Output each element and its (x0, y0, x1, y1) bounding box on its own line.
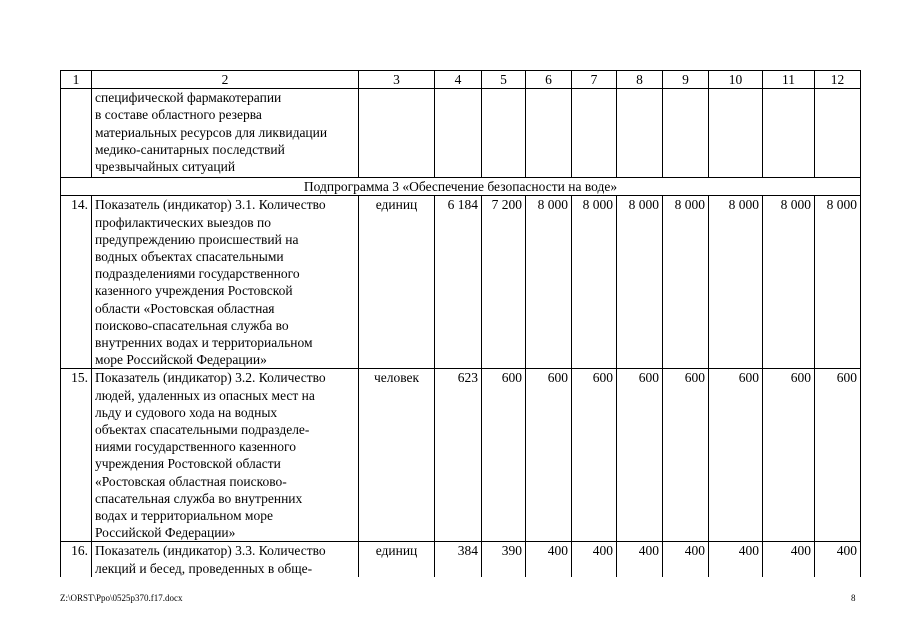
row-number: 15. (61, 369, 92, 542)
row-description: Показатель (индикатор) 3.1. Количество профилактических выездов по предупреждению происшествий на водных объектах спасательными подразделениями государственного казенного учреждения Ростовской области «Ростовская областная поисково-спасательная служба во внутренних водах и территориальном море Российской Федерации» (92, 196, 359, 369)
row-unit: единиц (359, 542, 435, 578)
footer-page-number: 8 (851, 593, 856, 603)
value-cell: 600 (526, 369, 572, 542)
value-cell (482, 89, 526, 178)
value-cell: 8 000 (526, 196, 572, 369)
row-number: 16. (61, 542, 92, 578)
value-cell: 390 (482, 542, 526, 578)
value-cell: 8 000 (763, 196, 815, 369)
value-cell: 400 (815, 542, 861, 578)
header-cell: 11 (763, 71, 815, 89)
value-cell (526, 89, 572, 178)
value-cell: 400 (526, 542, 572, 578)
table-row (61, 542, 861, 578)
table-row (61, 89, 861, 178)
header-cell: 9 (663, 71, 709, 89)
indicator-table (60, 70, 861, 577)
value-cell: 7 200 (482, 196, 526, 369)
value-cell: 600 (617, 369, 663, 542)
row-number: 14. (61, 196, 92, 369)
value-cell: 600 (663, 369, 709, 542)
value-cell: 400 (709, 542, 763, 578)
value-cell: 600 (763, 369, 815, 542)
row-description: специфической фармакотерапии в составе областного резерва материальных ресурсов для ликвидации медико-санитарных последствий чрезвычайных ситуаций (92, 89, 359, 178)
value-cell: 600 (815, 369, 861, 542)
value-cell: 623 (435, 369, 482, 542)
value-cell: 6 184 (435, 196, 482, 369)
header-cell: 4 (435, 71, 482, 89)
row-unit: единиц (359, 196, 435, 369)
header-cell: 3 (359, 71, 435, 89)
row-unit: человек (359, 369, 435, 542)
value-cell: 400 (572, 542, 617, 578)
header-cell: 12 (815, 71, 861, 89)
value-cell (663, 89, 709, 178)
value-cell (617, 89, 663, 178)
value-cell: 384 (435, 542, 482, 578)
value-cell: 400 (763, 542, 815, 578)
subprogram-title: Подпрограмма 3 «Обеспечение безопасности на воде» (61, 178, 861, 196)
header-cell: 8 (617, 71, 663, 89)
row-unit (359, 89, 435, 178)
header-cell: 10 (709, 71, 763, 89)
header-cell: 7 (572, 71, 617, 89)
value-cell: 600 (709, 369, 763, 542)
value-cell: 400 (617, 542, 663, 578)
row-description: Показатель (индикатор) 3.2. Количество людей, удаленных из опасных мест на льду и судового хода на водных объектах спасательными подразделе- ниями государственного казенного учреждения Ростовской области «Ростовская областная поисково- спасательная служба во внутренних водах и территориальном море Российской Федерации» (92, 369, 359, 542)
value-cell: 600 (482, 369, 526, 542)
footer-file-path: Z:\ORST\Ppo\0525p370.f17.docx (60, 593, 183, 603)
row-number (61, 89, 92, 178)
value-cell (763, 89, 815, 178)
value-cell (709, 89, 763, 178)
table-row (61, 196, 861, 369)
value-cell: 400 (663, 542, 709, 578)
header-row (61, 71, 861, 89)
value-cell: 8 000 (663, 196, 709, 369)
value-cell: 8 000 (617, 196, 663, 369)
value-cell: 8 000 (815, 196, 861, 369)
value-cell (815, 89, 861, 178)
table-row (61, 369, 861, 542)
value-cell (572, 89, 617, 178)
value-cell: 8 000 (709, 196, 763, 369)
header-cell: 1 (61, 71, 92, 89)
header-cell: 5 (482, 71, 526, 89)
row-description: Показатель (индикатор) 3.3. Количество лекций и бесед, проведенных в обще- (92, 542, 359, 578)
value-cell: 600 (572, 369, 617, 542)
header-cell: 6 (526, 71, 572, 89)
subprogram-row (61, 178, 861, 196)
value-cell: 8 000 (572, 196, 617, 369)
header-cell: 2 (92, 71, 359, 89)
value-cell (435, 89, 482, 178)
